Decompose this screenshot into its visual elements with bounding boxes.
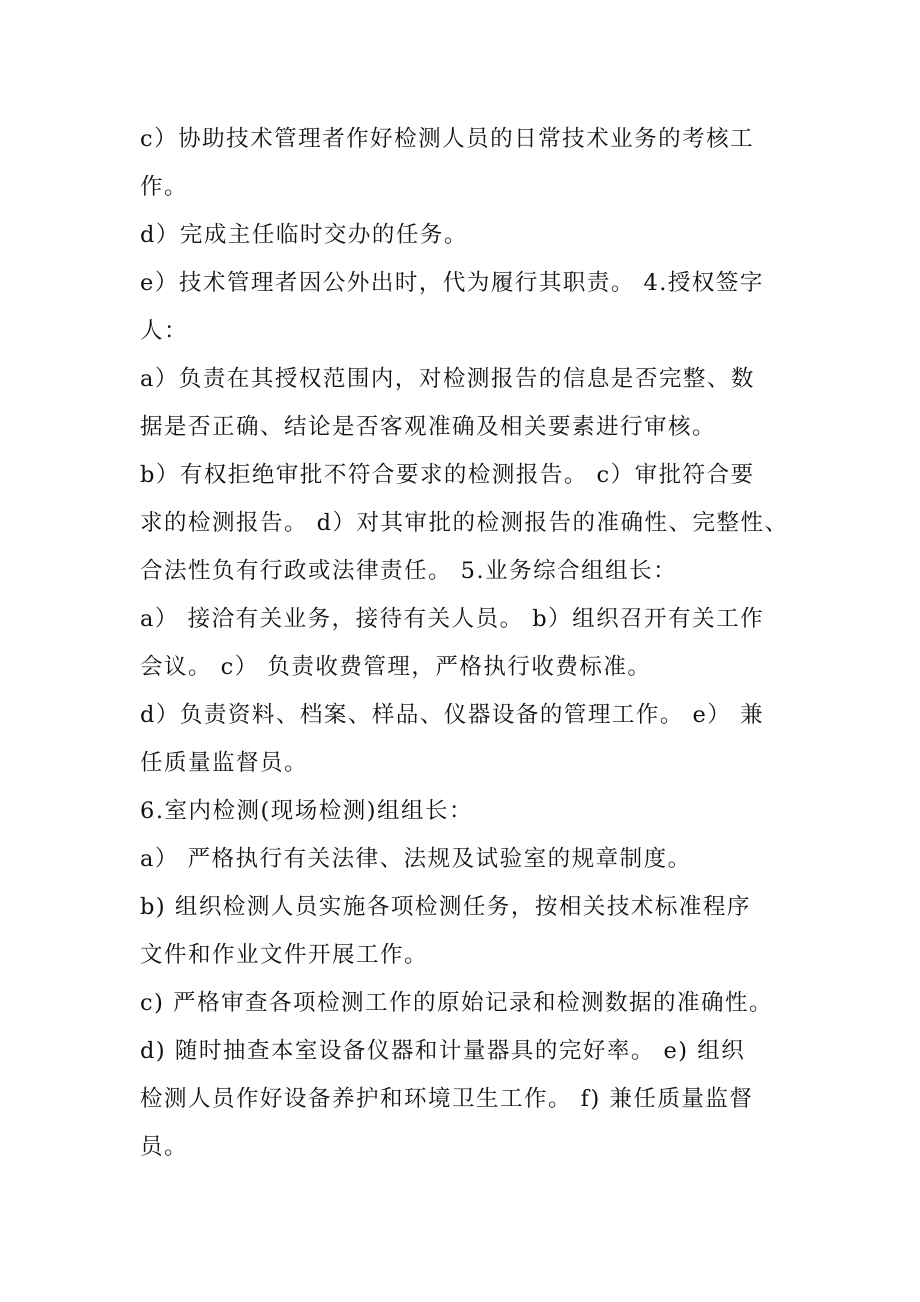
text-line: a） 接洽有关业务，接待有关人员。 b）组织召开有关工作 [140,606,765,632]
text-line: a）负责在其授权范围内，对检测报告的信息是否完整、数 [140,366,755,392]
text-line: b) 组织检测人员实施各项检测任务，按相关技术标准程序 [140,894,751,920]
text-line: 6.室内检测(现场检测)组组长： [140,798,474,824]
text-line: b）有权拒绝审批不符合要求的检测报告。 c）审批符合要 [140,462,755,488]
text-line: d）负责资料、档案、样品、仪器设备的管理工作。 e） 兼 [140,702,765,728]
text-line: a） 严格执行有关法律、法规及试验室的规章制度。 [140,846,692,872]
text-line: e）技术管理者因公外出时，代为履行其职责。 4.授权签字 [140,270,764,296]
text-line: 人： [140,318,189,344]
text-line: 文件和作业文件开展工作。 [140,942,429,968]
text-line: 会议。 c） 负责收费管理，严格执行收费标准。 [140,654,652,680]
text-line: c）协助技术管理者作好检测人员的日常技术业务的考核工 [140,126,755,152]
text-line: 求的检测报告。 d）对其审批的检测报告的准确性、完整性、 [140,510,789,536]
text-line: d) 随时抽查本室设备仪器和计量器具的完好率。 e) 组织 [140,1038,746,1064]
document-body [140,115,820,1171]
text-line: 据是否正确、结论是否客观准确及相关要素进行审核。 [140,414,717,440]
text-line: c) 严格审查各项检测工作的原始记录和检测数据的准确性。 [140,990,774,1016]
text-line: 员。 [140,1134,189,1160]
text-line: 任质量监督员。 [140,750,309,776]
text-line: 检测人员作好设备养护和环境卫生工作。 f) 兼任质量监督 [140,1086,754,1112]
text-line: d）完成主任临时交办的任务。 [140,222,468,248]
text-line: 合法性负有行政或法律责任。 5.业务综合组组长： [140,558,678,584]
text-line: 作。 [140,174,189,200]
